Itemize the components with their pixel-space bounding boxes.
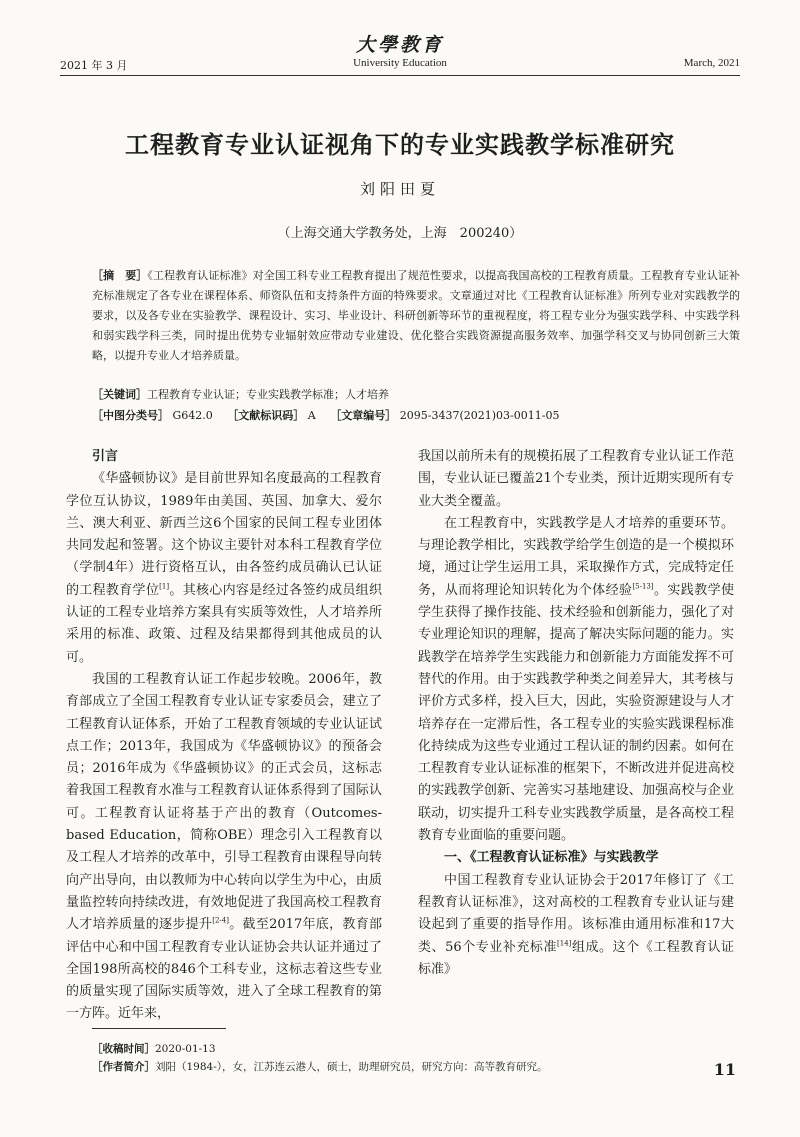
issue-date-en: March, 2021 [683, 57, 740, 69]
clc-value: G642.0 [172, 409, 213, 422]
author-bio-value: 刘阳（1984-），女，江苏连云港人，硕士，助理研究员，研究方向：高等教育研究。 [155, 1061, 548, 1073]
body-column-right [418, 446, 734, 981]
author-affiliation: （上海交通大学教务处，上海 200240） [277, 226, 523, 241]
journal-name-en: University Education [353, 57, 447, 69]
citation: [14] [557, 939, 572, 948]
issue-date-cn: 2021 年 3 月 [60, 59, 128, 72]
citation: [5-13] [632, 582, 654, 591]
article-number-label: ［文章编号］ [330, 409, 397, 422]
received-value: 2020-01-13 [155, 1043, 216, 1055]
author-bio-label: ［作者简介］ [92, 1061, 155, 1073]
paragraph-text: 组成。这个《工程教育认证标准》 [418, 939, 734, 977]
doc-code-value: A [307, 409, 316, 422]
paragraph-text: 我国的工程教育认证工作起步较晚。2006年，教育部成立了全国工程教育专业认证专家委员会，建立了工程教育认证体系，开始了工程教育领域的专业认证试点工作；2013年，我国成为《华盛顿协议》的预备会员；2016年成为《华盛顿协议》的正式会员，这标志着我国工程教育水准与工程教育认证体系得到了国际认可。工程教育认证将基于产出的教育（Outcomes-based Education，简称OBE）理念引入工程教育以及工程人才培养的改革中，引导工程教育由课程导向转向产出导向，由以教师为中心转向以学生为中心，由质量监控转向持续改进，有效地促进了我国高校工程教育人才培养质量的逐步提升 [66, 671, 382, 933]
abstract-label: ［摘 要］ [92, 269, 148, 282]
abstract-text: 《工程教育认证标准》对全国工科专业工程教育提出了规范性要求，以提高我国高校的工程教育质量。工程教育专业认证补充标准规定了各专业在课程体系、师资队伍和支持条件方面的特殊要求。文章通过对比《工程教育认证标准》所列专业对实践教学的要求，以及各专业在实验教学、课程设计、实习、毕业设计、科研创新等环节的重视程度，将工程专业分为强实践学科、中实践学科和弱实践学科三类，同时提出优势专业辐射效应带动专业建设、优化整合实践资源提高服务效率、加强学科交叉与协同创新三大策略，以提升专业人才培养质量。 [92, 269, 740, 362]
citation: [2-4] [212, 916, 229, 925]
paragraph-text: 。实践教学使学生获得了操作技能、技术经验和创新能力，强化了对专业理论知识的理解，提高了解决实际问题的能力。实践教学在培养学生实践能力和创新能力方面能发挥不可替代的作用。由于实践教学种类之间差异大，其考核与评价方式多样，投入巨大，因此，实验资源建设与人才培养存在一定滞后性，各工程专业的实验实践课程标准化持续成为这些专业通过工程认证的制约因素。如何在工程教育专业认证标准的框架下，不断改进并促进高校的实践教学创新、完善实习基地建设、加强高校与企业联动，切实提升工科专业实践教学质量，是各高校工程教育专业面临的重要问题。 [418, 582, 734, 844]
author-bio [92, 1058, 740, 1076]
paragraph-text: 。其核心内容是经过各签约成员组织认证的工程专业培养方案具有实质等效性，人才培养所采用的标准、政策、过程及结果都得到其他成员的认可。 [66, 582, 382, 665]
paragraph [418, 513, 734, 847]
body-column-left [66, 446, 382, 1026]
article-authors: 刘阳田夏 [359, 180, 440, 198]
clc-label: ［中图分类号］ [92, 409, 169, 422]
doc-code-label: ［文献标识码］ [227, 409, 305, 422]
paragraph-text: 。截至2017年底，教育部评估中心和中国工程教育专业认证协会共认证并通过了全国198所高校的846个工科专业，这标志着这些专业的质量实现了国际实质等效，进入了全球工程教育的第一方阵。近年来， [66, 917, 382, 1022]
page-number: 11 [713, 1060, 736, 1079]
footnote [92, 1040, 740, 1076]
header-divider [60, 75, 740, 76]
paragraph-text: 《华盛顿协议》是目前世界知名度最高的工程教育学位互认协议，1989年由美国、英国、加拿大、爱尔兰、澳大利亚、新西兰这6个国家的民间工程专业团体共同发起和签署。这个协议主要针对本科工程教育学位（学制4年）进行资格互认，由各签约成员确认已认证的工程教育学位 [66, 471, 382, 598]
keywords-label: ［关键词］ [92, 388, 147, 401]
paragraph-text: 在工程教育中，实践教学是人才培养的重要环节。与理论教学相比，实践教学给学生创造的是一个模拟环境，通过让学生运用工具，采取操作方式，完成特定任务，从而将理论知识转化为个体经验 [418, 515, 734, 598]
intro-heading: 引言 [92, 449, 119, 464]
paragraph: 我国以前所未有的规模拓展了工程教育专业认证工作范围，专业认证已覆盖21个专业类，预计近期实现所有专业大类全覆盖。 [418, 449, 734, 509]
journal-logo: 大學教育 [355, 34, 444, 56]
running-header [60, 24, 740, 76]
article-title: 工程教育专业认证视角下的专业实践教学标准研究 [125, 131, 675, 159]
keywords [92, 385, 740, 405]
citation: [1] [159, 582, 170, 591]
keywords-text: 工程教育专业认证；专业实践教学标准；人才培养 [147, 388, 389, 401]
classification-line [92, 406, 740, 426]
paragraph [66, 669, 382, 1026]
received-date [92, 1040, 740, 1058]
article-number-value: 2095-3437(2021)03-0011-05 [399, 409, 560, 422]
paragraph [66, 468, 382, 669]
section-heading: 一、《工程教育认证标准》与实践教学 [444, 850, 659, 866]
footnote-divider [92, 1028, 226, 1029]
abstract [92, 266, 740, 366]
paragraph-text: 中国工程教育专业认证协会于2017年修订了《工程教育认证标准》，这对高校的工程教育专业认证与建设起到了重要的指导作用。该标准由通用标准和17大类、56个专业补充标准 [418, 872, 734, 955]
received-label: ［收稿时间］ [92, 1043, 155, 1055]
paragraph [418, 870, 734, 981]
